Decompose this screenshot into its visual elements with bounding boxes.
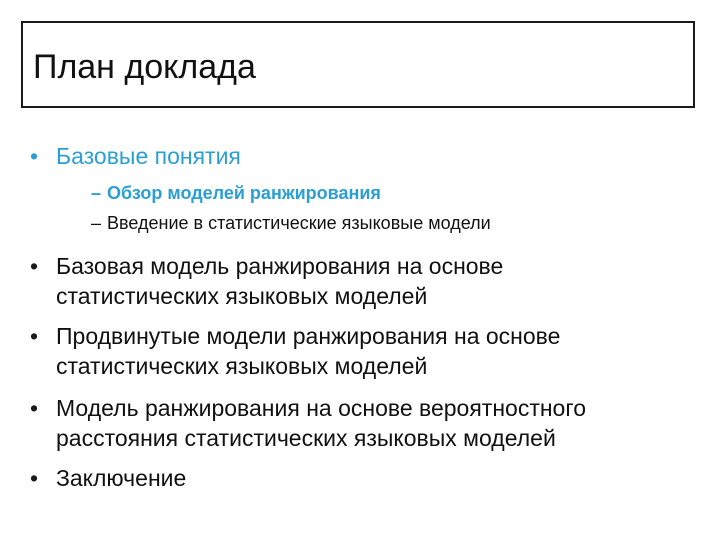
bullet-item-distance-model [30, 393, 587, 453]
bullet-marker: • [30, 395, 39, 421]
subitem-ranking-models-overview [91, 181, 381, 205]
subitem-text: Введение в статистические языковые модели [107, 213, 491, 233]
bullet-text: Базовые понятия [56, 143, 241, 169]
subitem-marker: – [91, 183, 102, 203]
bullet-marker: • [30, 323, 39, 349]
bullet-marker: • [30, 143, 39, 169]
slide-title: План доклада [33, 48, 256, 86]
subitem-marker: – [91, 213, 102, 233]
bullet-marker: • [30, 465, 39, 491]
bullet-text-line2: статистических языковых моделей [56, 353, 428, 379]
bullet-text-line1: Продвинутые модели ранжирования на основе [56, 323, 561, 349]
bullet-marker: • [30, 253, 39, 279]
bullet-item-conclusion [30, 463, 187, 493]
bullet-text: Заключение [56, 465, 187, 491]
subitem-text: Обзор моделей ранжирования [107, 183, 381, 203]
bullet-text-line1: Базовая модель ранжирования на основе [56, 253, 504, 279]
bullet-item-advanced-models [30, 321, 561, 381]
bullet-item-basics [30, 141, 241, 171]
bullet-text-line2: статистических языковых моделей [56, 283, 428, 309]
subitem-language-models-intro [91, 211, 491, 235]
bullet-text-line1: Модель ранжирования на основе вероятностного [56, 395, 587, 421]
bullet-text-line2: расстояния статистических языковых моделей [56, 425, 556, 451]
bullet-item-basic-model [30, 251, 504, 311]
